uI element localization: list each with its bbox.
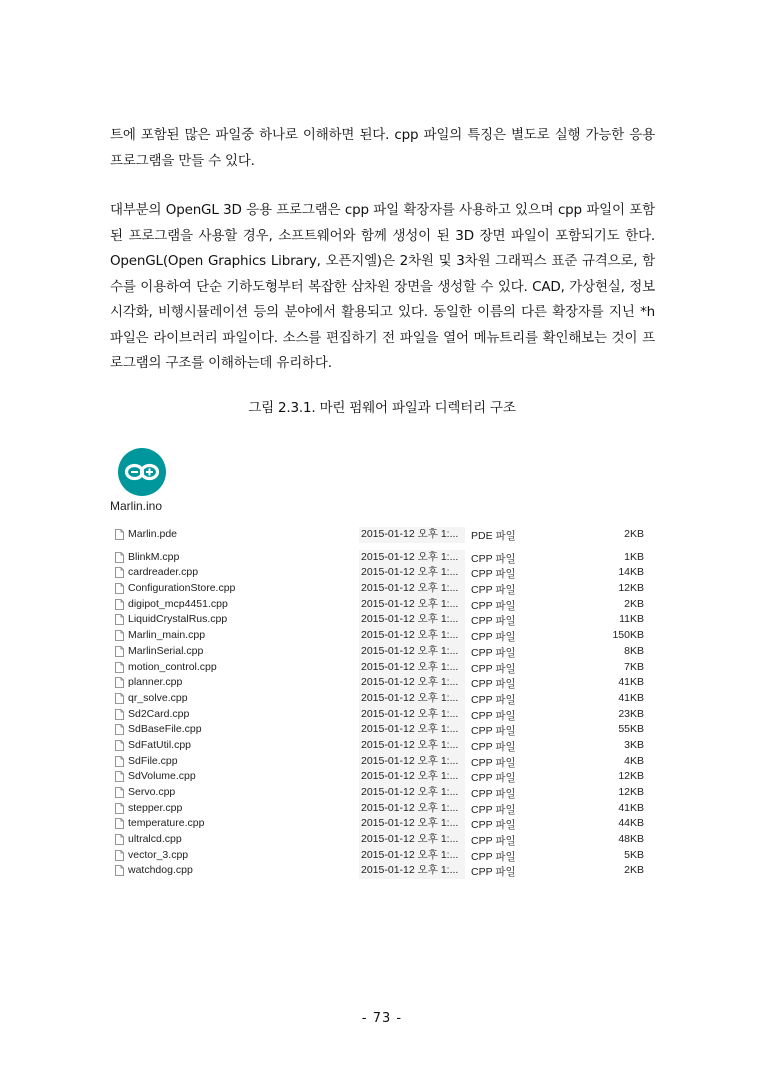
file-date: 2015-01-12 오후 1:... [359,754,465,770]
file-size: 48KB [618,833,644,846]
file-date: 2015-01-12 오후 1:... [359,785,465,801]
file-name: SdFile.cpp [128,754,178,767]
file-date: 2015-01-12 오후 1:... [359,675,465,691]
file-type: CPP 파일 [471,850,516,863]
file-size: 2KB [624,864,644,877]
file-date: 2015-01-12 오후 1:... [359,628,465,644]
file-name: MarlinSerial.cpp [128,644,204,657]
file-name: digipot_mcp4451.cpp [128,597,228,610]
file-name: planner.cpp [128,676,183,689]
file-type: CPP 파일 [471,678,516,691]
file-name: cardreader.cpp [128,566,199,579]
file-icon [115,709,124,720]
file-icon [115,583,124,594]
file-icon [115,803,124,814]
file-icon [115,850,124,861]
file-icon [115,646,124,657]
sketch-file-label: Marlin.ino [110,499,163,513]
file-type: CPP 파일 [471,709,516,722]
file-icon [115,818,124,829]
file-size: 55KB [618,723,644,736]
file-type: CPP 파일 [471,552,516,565]
file-type: CPP 파일 [471,740,516,753]
file-name: stepper.cpp [128,801,183,814]
file-date: 2015-01-12 오후 1:... [359,612,465,628]
file-row[interactable] [111,738,652,754]
file-row[interactable] [111,644,652,660]
file-type: CPP 파일 [471,835,516,848]
file-name: BlinkM.cpp [128,550,180,563]
file-row[interactable] [111,832,652,848]
file-type: CPP 파일 [471,725,516,738]
file-date: 2015-01-12 오후 1:... [359,597,465,613]
page-number: - 73 - [361,1011,403,1026]
body-paragraph: 대부분의 OpenGL 3D 응용 프로그램은 cpp 파일 확장자를 사용하고 있으며 cpp 파일이 포함된 프로그램을 사용할 경우, 소프트웨어와 함께 생성이 된 3D 장면 파일이 포함되기도 한다. OpenGL(Open Graphics Library, 오픈지엘)은 2차원 및 3차원 그래픽스 표준 규격으로, 함수를 이용하여 단순 기하도형부터 복잡한 삼차원 장면을 생성할 수 있다. CAD, 가상현실, 정보시각화, 비행시뮬레이션 등의 분야에서 활용되고 있다. 동일한 이름의 다른 확장자를 지닌 *h 파일은 라이브러리 파일이다. 소스를 편집하기 전 파일을 열어 메뉴트리를 확인해보는 것이 프로그램의 구조를 이해하는데 유리하다. [110,202,655,371]
file-row[interactable] [111,769,652,785]
file-row[interactable] [111,754,652,770]
file-icon [115,599,124,610]
file-icon [115,567,124,578]
file-row[interactable] [111,722,652,738]
file-date: 2015-01-12 오후 1:... [359,863,465,879]
file-list [111,527,652,879]
arduino-infinity-icon [118,448,166,496]
file-row[interactable] [111,785,652,801]
file-date: 2015-01-12 오후 1:... [359,565,465,581]
file-icon [115,771,124,782]
file-name: ultralcd.cpp [128,833,182,846]
file-row[interactable] [111,816,652,832]
file-date: 2015-01-12 오후 1:... [359,527,465,543]
file-row[interactable] [111,675,652,691]
file-type: CPP 파일 [471,646,516,659]
file-name: motion_control.cpp [128,660,217,673]
file-row[interactable] [111,628,652,644]
file-name: LiquidCrystalRus.cpp [128,613,228,626]
body-paragraph: 트에 포함된 많은 파일중 하나로 이해하면 된다. cpp 파일의 특징은 별도로 실행 가능한 응용 프로그램을 만들 수 있다. [110,127,655,169]
figure-caption: 그림 2.3.1. 마린 펌웨어 파일과 디렉터리 구조 [248,400,516,416]
file-icon [115,756,124,767]
sketch-file[interactable] [110,448,180,513]
file-size: 150KB [612,629,644,642]
file-icon [115,724,124,735]
file-row[interactable] [111,612,652,628]
file-name: SdVolume.cpp [128,770,196,783]
file-size: 2KB [624,597,644,610]
file-date: 2015-01-12 오후 1:... [359,581,465,597]
file-type: CPP 파일 [471,819,516,832]
file-icon [115,662,124,673]
file-type: CPP 파일 [471,631,516,644]
file-size: 8KB [624,644,644,657]
file-size: 12KB [618,582,644,595]
file-icon [115,787,124,798]
file-type: CPP 파일 [471,615,516,628]
file-icon [115,552,124,563]
file-row[interactable] [111,550,652,566]
file-date: 2015-01-12 오후 1:... [359,691,465,707]
file-size: 41KB [618,801,644,814]
file-type: CPP 파일 [471,568,516,581]
file-name: Marlin.pde [128,528,178,540]
file-name: vector_3.cpp [128,848,189,861]
file-date: 2015-01-12 오후 1:... [359,644,465,660]
file-size: 12KB [618,770,644,783]
file-size: 5KB [624,848,644,861]
file-size: 7KB [624,660,644,673]
file-row[interactable] [111,660,652,676]
file-size: 44KB [618,817,644,830]
file-row[interactable] [111,565,652,581]
file-icon [115,865,124,876]
file-date: 2015-01-12 오후 1:... [359,738,465,754]
file-row[interactable] [111,581,652,597]
file-name: qr_solve.cpp [128,691,188,704]
file-icon [115,614,124,625]
file-name: SdBaseFile.cpp [128,723,202,736]
file-size: 3KB [624,738,644,751]
file-name: watchdog.cpp [128,864,193,877]
file-date: 2015-01-12 오후 1:... [359,832,465,848]
file-name: temperature.cpp [128,817,205,830]
file-type: PDE 파일 [471,530,516,542]
file-date: 2015-01-12 오후 1:... [359,801,465,817]
file-size: 4KB [624,754,644,767]
file-size: 41KB [618,676,644,689]
file-size: 12KB [618,786,644,798]
file-name: ConfigurationStore.cpp [128,582,236,595]
file-date: 2015-01-12 오후 1:... [359,816,465,832]
file-date: 2015-01-12 오후 1:... [359,848,465,864]
file-name: Sd2Card.cpp [128,707,190,720]
file-date: 2015-01-12 오후 1:... [359,722,465,738]
file-row[interactable] [111,691,652,707]
file-type: CPP 파일 [471,662,516,675]
file-row[interactable] [111,707,652,723]
file-row[interactable] [111,848,652,864]
file-type: CPP 파일 [471,756,516,769]
file-date: 2015-01-12 오후 1:... [359,550,465,566]
file-row[interactable] [111,597,652,613]
file-row[interactable] [111,801,652,817]
file-name: SdFatUtil.cpp [128,738,192,751]
file-name: Marlin_main.cpp [128,629,206,642]
file-row[interactable] [111,527,652,543]
file-icon [115,677,124,688]
file-date: 2015-01-12 오후 1:... [359,769,465,785]
file-type: CPP 파일 [471,693,516,706]
file-name: Servo.cpp [128,786,176,798]
file-type: CPP 파일 [471,772,516,785]
file-icon [115,740,124,751]
file-size: 14KB [618,566,644,579]
file-type: CPP 파일 [471,866,516,879]
file-type: CPP 파일 [471,803,516,816]
file-date: 2015-01-12 오후 1:... [359,707,465,723]
file-type: CPP 파일 [471,584,516,597]
file-type: CPP 파일 [471,788,516,800]
file-icon [115,834,124,845]
file-icon [115,529,124,540]
file-icon [115,630,124,641]
file-row[interactable] [111,863,652,879]
file-size: 41KB [618,691,644,704]
file-size: 1KB [624,550,644,563]
file-date: 2015-01-12 오후 1:... [359,660,465,676]
file-type: CPP 파일 [471,599,516,612]
file-size: 11KB [619,613,644,626]
file-size: 2KB [624,528,644,540]
file-icon [115,693,124,704]
file-size: 23KB [618,707,644,720]
